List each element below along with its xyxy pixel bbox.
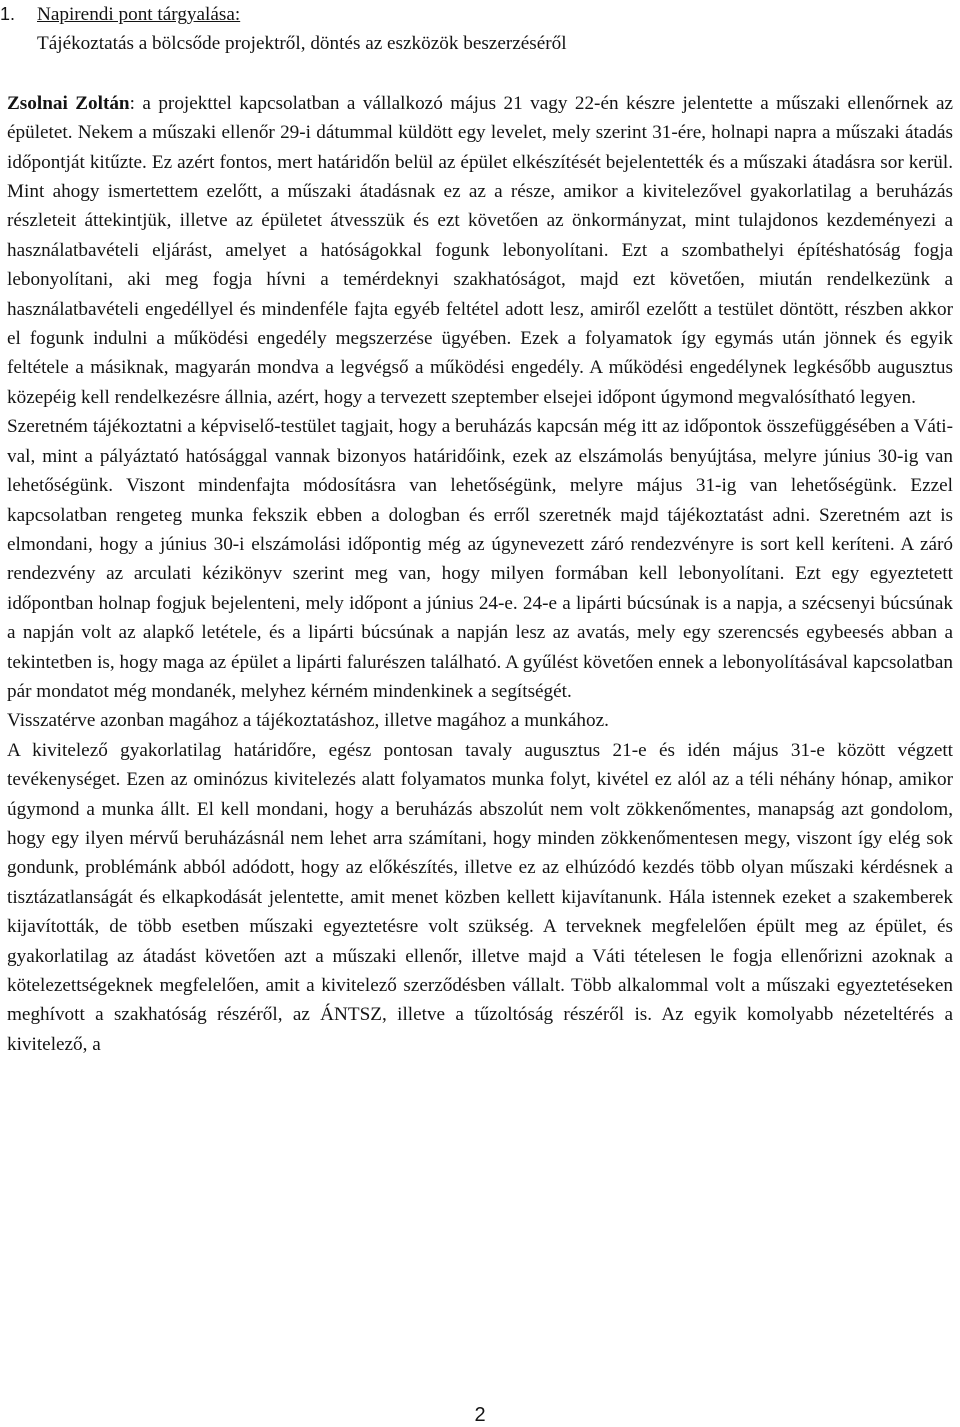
paragraph bbox=[7, 706, 953, 735]
agenda-item-subtitle: Tájékoztatás a bölcsőde projektről, döntés az eszközök beszerzéséről bbox=[37, 33, 567, 55]
agenda-item-number: 1. bbox=[0, 4, 16, 24]
paragraph bbox=[7, 736, 953, 1059]
agenda-item-title: Napirendi pont tárgyalása: bbox=[37, 4, 241, 25]
page-number: 2 bbox=[474, 1404, 486, 1426]
minutes-body bbox=[7, 89, 953, 1059]
paragraph-text: Szeretném tájékoztatni a képviselő-testület tagjait, hogy a beruházás kapcsán még itt az időpontok összefüggésében a Váti-val, mint a pályáztató hatósággal vannak bizonyos határidőink, ezek az elszámolás benyújtása, melyre június 30-ig van lehetőségünk. Viszont mindenfajta módosításra van lehetőségünk, melyre május 31-ig van lehetőségünk. Ezzel kapcsolatban rengeteg munka fekszik ebben a dologban és erről szeretnék majd tájékoztatást adni. Szeretném azt is elmondani, hogy a június 30-i elszámolási időpontig még az úgynevezett záró rendezvényre is sort kell keríteni. A záró rendezvény az arculati kézikönyv szerint meg van, hogy milyen formában kell lebonyolítani. Ezt egy egyeztetett időpontban holnap fogjuk bejelenteni, mely időpont a június 24-e. 24-e a lipárti búcsúnak is a napja, a szécsenyi búcsúnak a napján volt az alapkő letétele, és a lipárti búcsúnak a napján lesz az avatás, mely egy szerencsés egybeesés abban a tekintetben is, hogy maga az épület a lipárti falurészen található. A gyűlést követően ennek a lebonyolításával kapcsolatban pár mondatot még mondanék, melyhez kérném mindenkinek a segítségét. bbox=[7, 416, 953, 702]
agenda-heading bbox=[0, 0, 953, 59]
paragraph bbox=[7, 412, 953, 706]
paragraph-text: Visszatérve azonban magához a tájékoztatáshoz, illetve magához a munkához. bbox=[7, 710, 609, 732]
paragraph-text: : a projekttel kapcsolatban a vállalkozó május 21 vagy 22-én készre jelentette a műszaki ellenőrnek az épületet. Nekem a műszaki ellenőr 29-i dátummal küldött egy levelet, mely szerint 31-ére, holnapi napra a műszaki átadás időpontját kitűzte. Ez azért fontos, mert határidőn belül az épület elkészítését bejelentették és a műszaki átadásra sor kerül. Mint ahogy ismertettem ezelőtt, a műszaki átadásnak ez az a része, amikor a kivitelezővel gyakorlatilag a beruházás részleteit áttekintjük, illetve az épületet átvesszük és ezt követően az önkormányzat, mint tulajdonos kezdeményezi a használatbavételi eljárást, amelyet a hatóságokkal fogunk lebonyolítani. Ezt a szombathelyi építéshatóság fogja lebonyolítani, aki meg fogja hívni a temérdeknyi szakhatóságot, majd ezt követően, miután rendelkezünk a használatbavételi engedéllyel és mindenféle fajta egyéb feltétel adott lesz, amiről ezelőtt a testület döntött, részben akkor el fogunk indulni a működési engedély megszerzése ügyében. Ezek a folyamatok így egymás után jönnek és egyik feltétele a másiknak, magyarán mondva a legvégső a működési engedély. A működési engedélynek legkésőbb augusztus közepéig kell rendelkezésre állnia, azért, hogy a tervezett szeptember elsejei időpont úgymond megvalósítható legyen. bbox=[7, 92, 953, 408]
paragraph-text: A kivitelező gyakorlatilag határidőre, egész pontosan tavaly augusztus 21-e és idén május 31-e között végzett tevékenységet. Ezen az ominózus kivitelezés alatt folyamatos munka folyt, kivétel ez alól az a téli néhány hónap, amikor úgymond a munka állt. El kell mondani, hogy a beruházás abszolút nem volt zökkenőmentes, manapság azt gondolom, hogy egy ilyen mérvű beruházásnál nem lehet arra számítani, hogy minden zökkenőmentesen megy, viszont így elég sok gondunk, problémánk abból adódott, hogy az előkészítés, illetve ez az elhúzódó kezdés több olyan műszaki kérdésnek a tisztázatlanságát és elkapkodását jelentette, amit menet közben kellett kijavítanunk. Hála istennek ezeket a szakemberek kijavították, de több esetben műszaki egyeztetésre volt szükség. A terveknek megfelelően épült meg az épület, és gyakorlatilag az átadást követően azt a műszaki ellenőr, illetve majd a Váti tételesen le fogja ellenőrizni azoknak a kötelezettségeknek megfelelően, amit a kivitelező szerződésben vállalt. Több alkalommal volt a műszaki egyeztetéseken meghívott a szakhatóság részéről, az ÁNTSZ, illetve a tűzoltóság részéről is. Az egyik komolyabb nézeteltérés a kivitelező, a bbox=[7, 739, 953, 1055]
paragraph bbox=[7, 89, 953, 412]
speaker-name: Zsolnai Zoltán bbox=[7, 92, 130, 114]
